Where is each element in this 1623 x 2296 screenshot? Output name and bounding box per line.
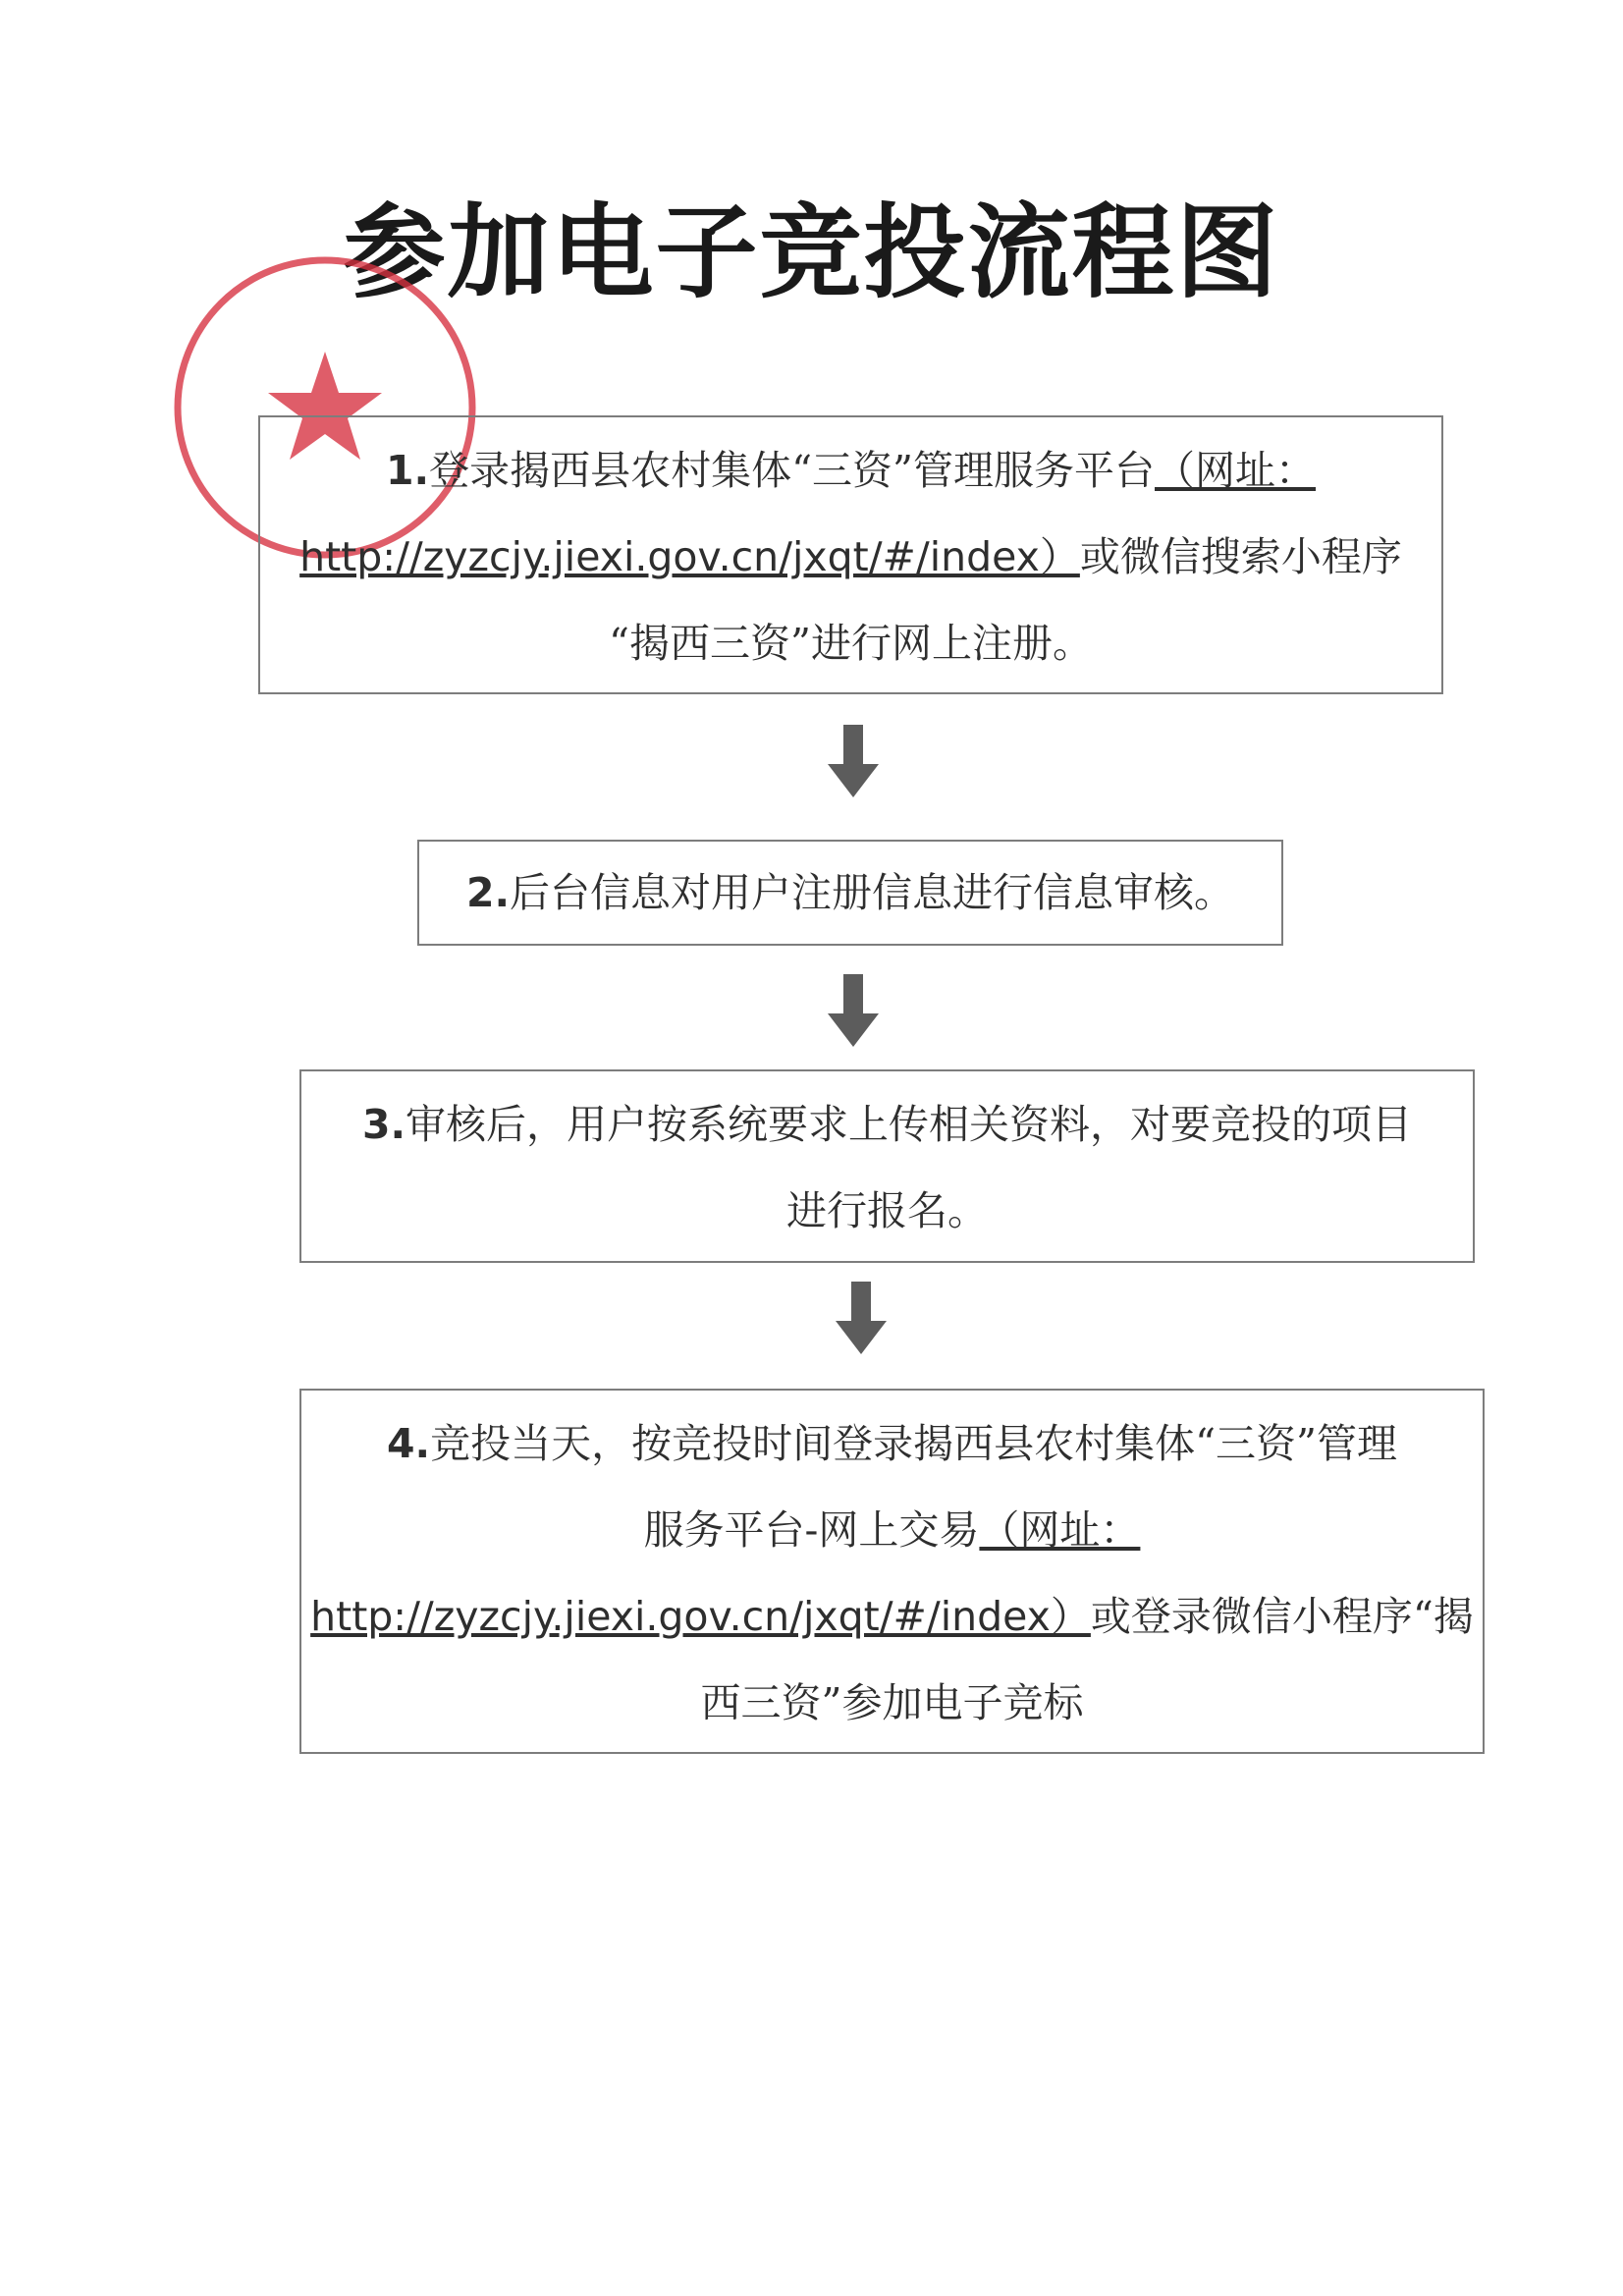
down-arrow-icon	[824, 974, 883, 1049]
step-3-number: 3.	[361, 1101, 406, 1148]
step-4-website-label: （网址：	[979, 1506, 1141, 1554]
step-4-line-4: 西三资”参加电子竞标	[700, 1679, 1084, 1726]
page-title: 参加电子竞投流程图	[343, 191, 1280, 312]
step-1-website-label: （网址：	[1155, 447, 1317, 494]
step-1-text: 登录揭西县农村集体“三资”管理服务平台	[429, 447, 1156, 494]
step-2-box	[417, 840, 1283, 946]
step-2-text: 后台信息对用户注册信息进行信息审核。	[510, 869, 1235, 916]
step-1-text-2: 或微信搜索小程序	[1079, 533, 1402, 580]
step-1-box	[258, 415, 1443, 694]
step-4-line-3	[301, 1573, 1483, 1660]
step-1-line-2	[260, 514, 1441, 600]
step-1-url-link[interactable]: http://zyzcjy.jiexi.gov.cn/jxqt/#/index）	[299, 533, 1080, 580]
step-4-text: 竞投当天，按竞投时间登录揭西县农村集体“三资”管理	[430, 1420, 1398, 1467]
step-1-line-1	[260, 427, 1441, 514]
step-4-text-3: 或登录微信小程序“揭	[1090, 1593, 1474, 1640]
step-1-line-3: “揭西三资”进行网上注册。	[609, 620, 1093, 667]
step-1-number: 1.	[385, 447, 430, 494]
step-4-line-1	[301, 1400, 1483, 1487]
step-3-box	[299, 1069, 1475, 1263]
step-4-line-2	[301, 1487, 1483, 1573]
down-arrow-icon	[832, 1282, 891, 1356]
down-arrow-icon	[824, 725, 883, 799]
step-3-line-1	[301, 1081, 1473, 1168]
step-4-number: 4.	[386, 1420, 431, 1467]
step-3-text: 审核后，用户按系统要求上传相关资料，对要竞投的项目	[406, 1101, 1413, 1148]
step-3-line-2: 进行报名。	[786, 1187, 988, 1234]
step-2-number: 2.	[465, 869, 511, 916]
step-4-box	[299, 1389, 1485, 1754]
step-4-url-link[interactable]: http://zyzcjy.jiexi.gov.cn/jxqt/#/index）	[310, 1593, 1091, 1640]
step-4-text-2: 服务平台-网上交易	[643, 1506, 980, 1554]
